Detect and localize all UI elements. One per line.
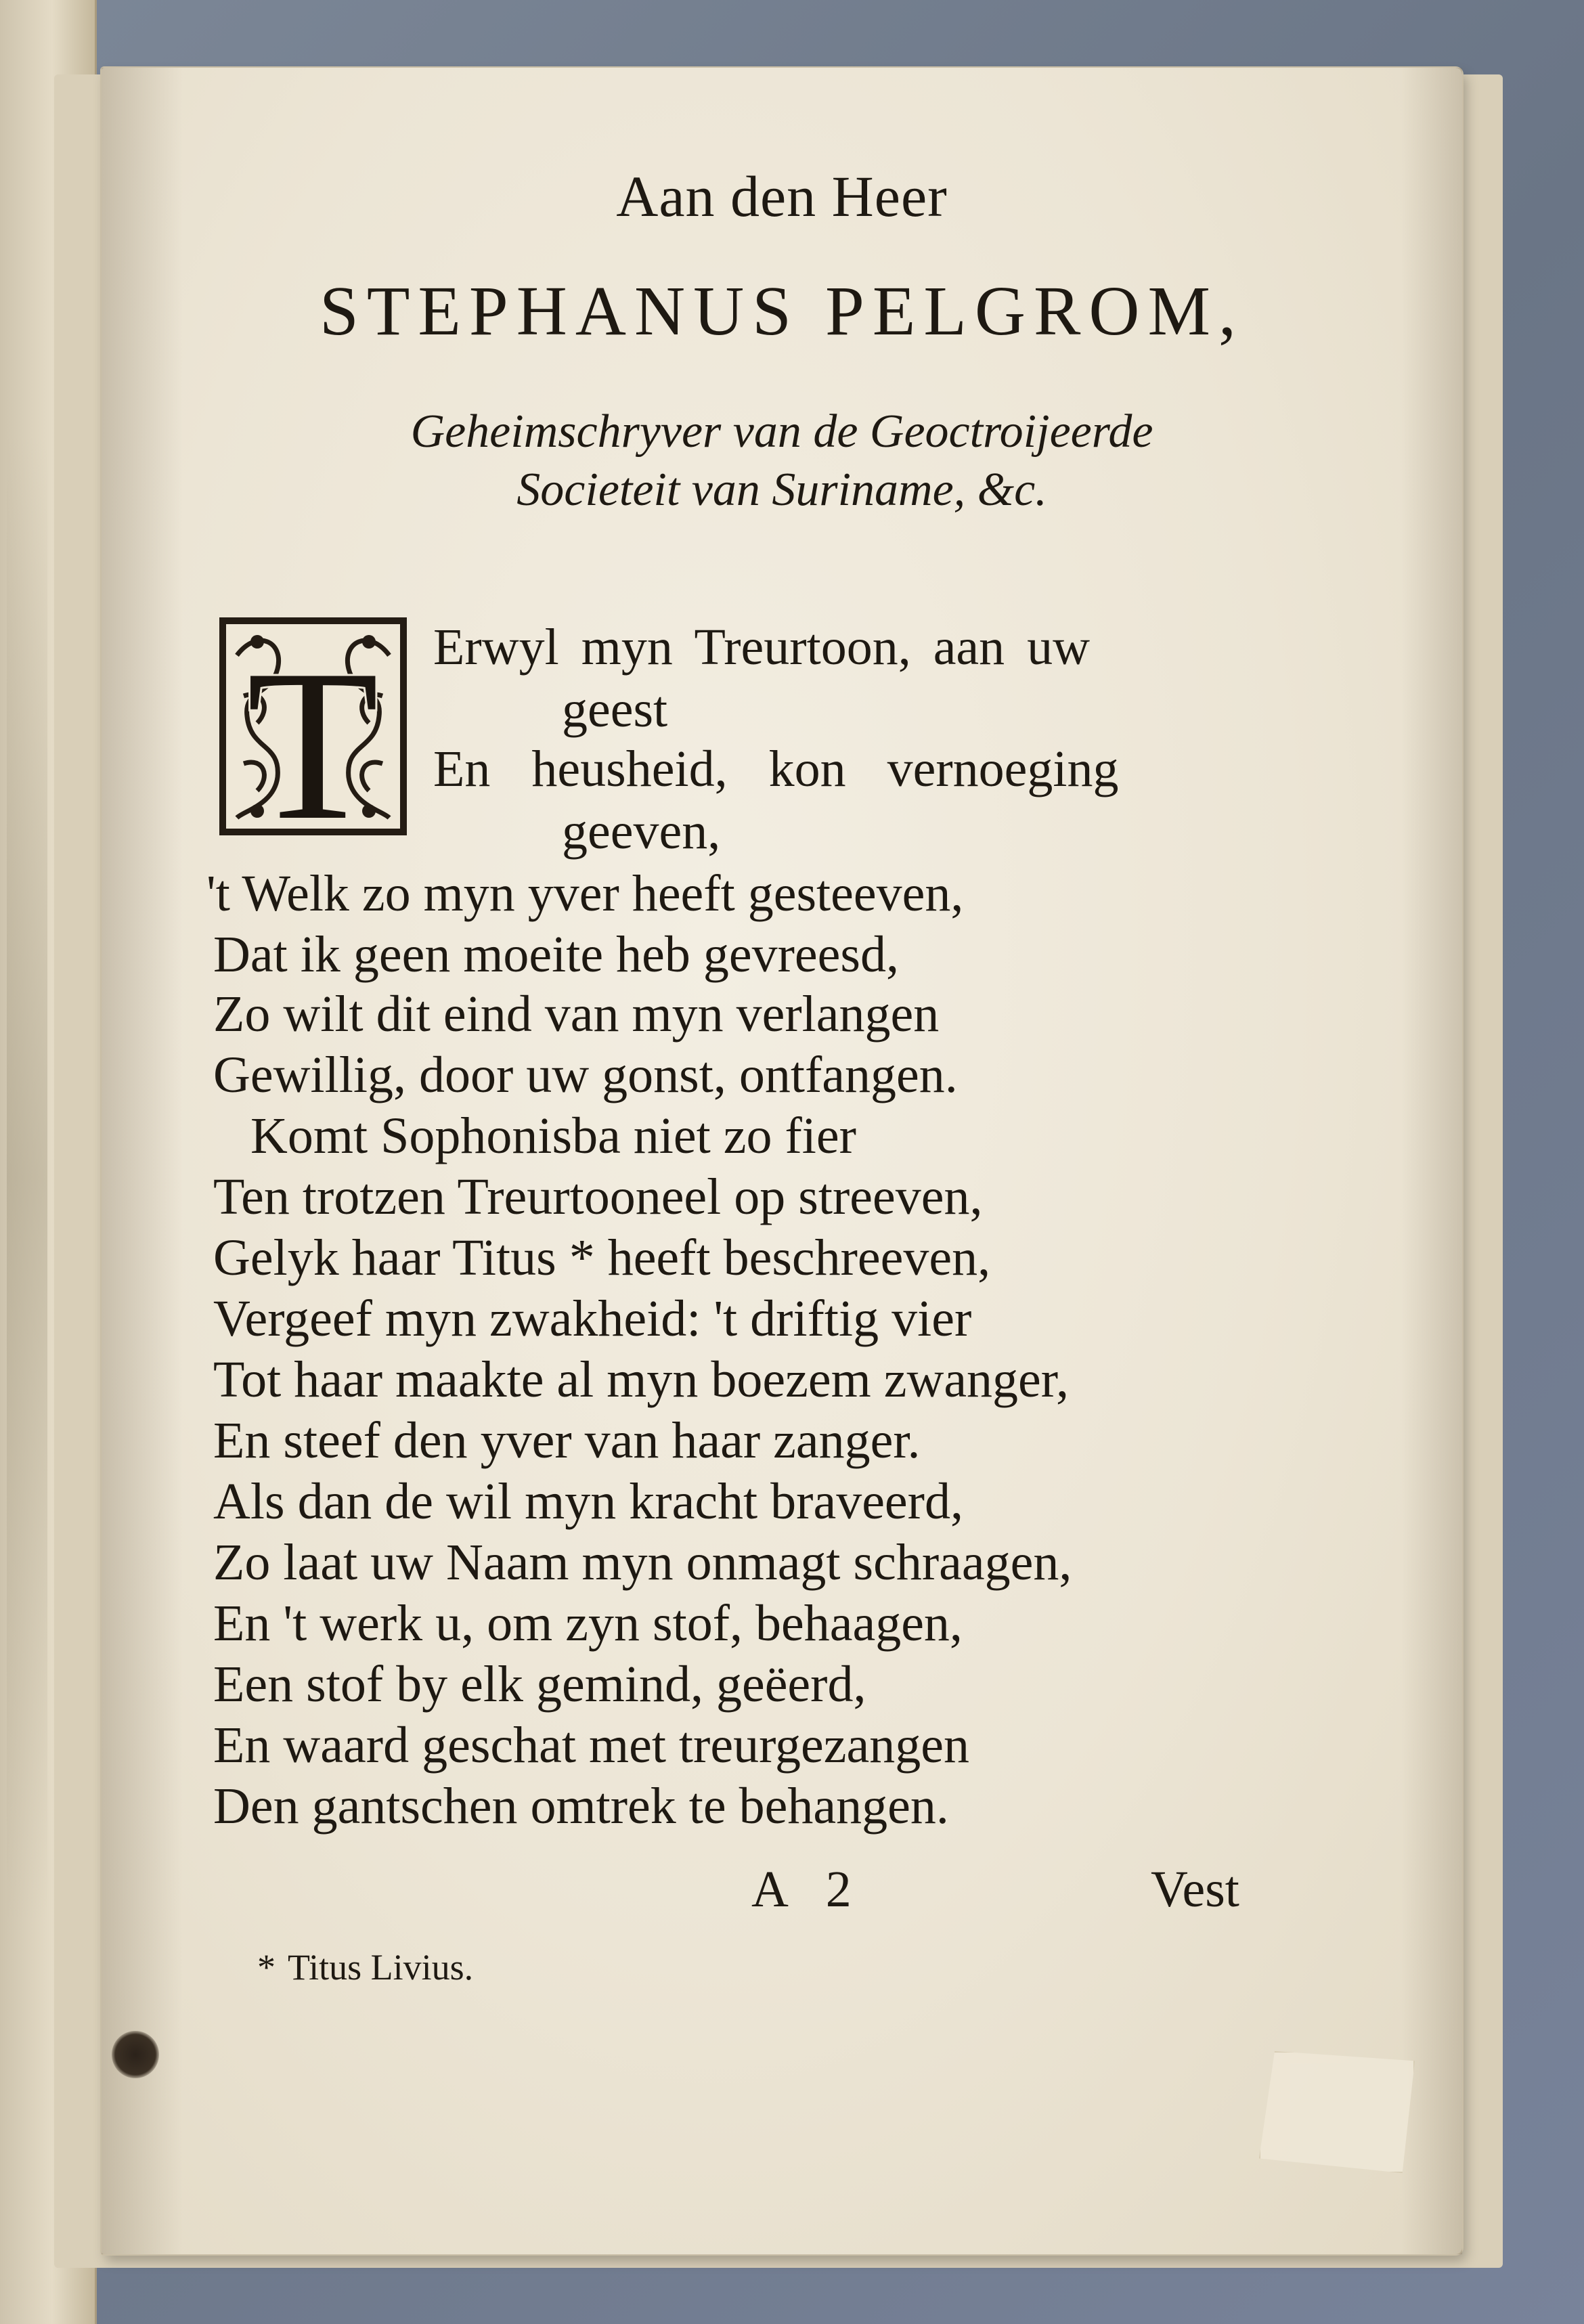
catchword: Vest	[1151, 1861, 1239, 1918]
gutter-shadow	[102, 68, 183, 2254]
initial-letter: T	[246, 626, 379, 838]
dedicatee-name: STEPHANUS PELGROM,	[320, 272, 1244, 350]
poem-line-9: Komt Sophonisba niet zo fier	[250, 1108, 856, 1164]
footnote	[257, 1946, 473, 1988]
poem-line-4: geeven,	[562, 803, 721, 860]
poem-line-19: En waard geschat met treurgezangen	[213, 1717, 969, 1774]
dedicatee-title-line-1: Geheimschryver van de Geoctroijeerde	[410, 405, 1153, 458]
footnote-marker: *	[257, 1947, 276, 1988]
poem-line-1: Erwyl myn Treurtoon, aan uw	[433, 619, 1091, 676]
torn-corner	[1259, 2051, 1415, 2173]
poem-line-12: Vergeef myn zwakheid: 't driftig vier	[213, 1290, 972, 1347]
ink-blot	[112, 2031, 159, 2078]
poem-line-15: Als dan de wil myn kracht braveerd,	[213, 1473, 963, 1530]
page-stain	[7, 433, 47, 1923]
poem-line-6: Dat ik geen moeite heb gevreesd,	[213, 926, 899, 983]
poem-line-10: Ten trotzen Treurtooneel op streeven,	[213, 1168, 983, 1225]
page-edge-shadow	[1401, 68, 1462, 2254]
poem-line-13: Tot haar maakte al myn boezem zwanger,	[213, 1351, 1070, 1408]
poem-line-8: Gewillig, door uw gonst, ontfangen.	[213, 1047, 958, 1103]
dedication-heading: Aan den Heer	[616, 164, 948, 229]
poem-line-5: 't Welk zo myn yver heeft gesteeven,	[206, 865, 964, 922]
poem-line-16: Zo laat uw Naam myn onmagt schraagen,	[213, 1534, 1072, 1591]
poem-line-17: En 't werk u, om zyn stof, behaagen,	[213, 1595, 963, 1652]
footnote-text: Titus Livius.	[288, 1947, 474, 1988]
dedicatee-title-line-2: Societeit van Suriname, &c.	[516, 464, 1047, 516]
decorated-initial	[217, 615, 410, 838]
poem-line-18: Een stof by elk gemind, geëerd,	[213, 1656, 866, 1713]
poem-line-3: En heusheid, kon vernoeging	[433, 741, 1119, 797]
poem-line-14: En steef den yver van haar zanger.	[213, 1412, 921, 1469]
poem-line-11: Gelyk haar Titus * heeft beschreeven,	[213, 1229, 991, 1286]
poem-line-20: Den gantschen omtrek te behangen.	[213, 1778, 949, 1835]
signature-mark: A 2	[751, 1861, 865, 1918]
poem-line-7: Zo wilt dit eind van myn verlangen	[213, 986, 940, 1043]
poem-line-2: geest	[562, 681, 668, 738]
